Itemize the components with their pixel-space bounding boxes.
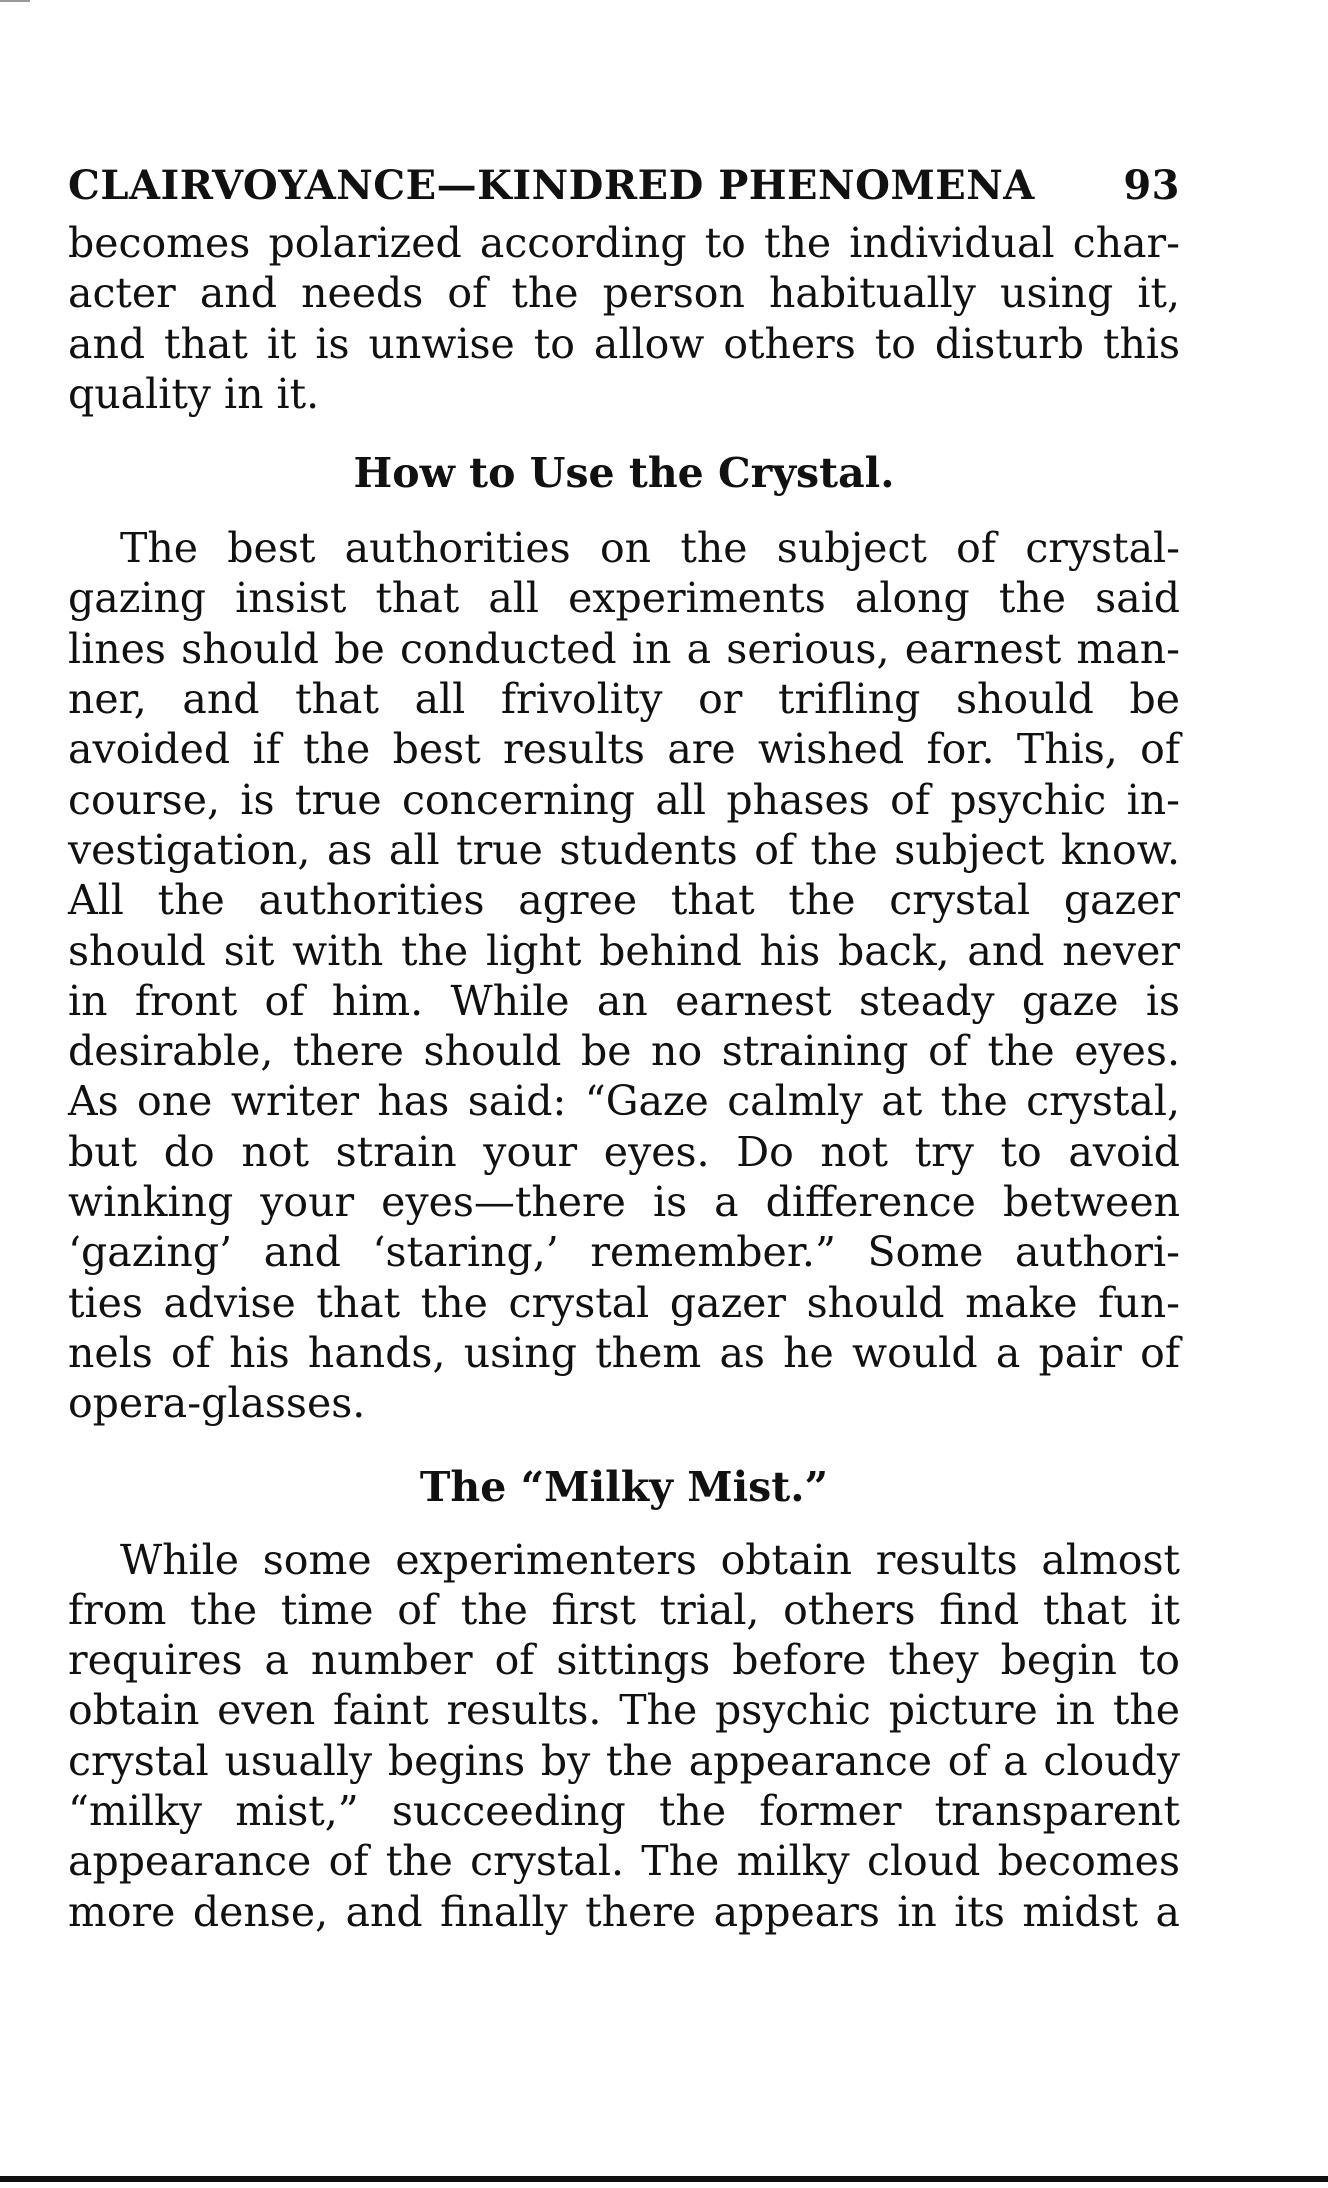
text-line: lines should be conducted in a serious, earnest man- — [68, 624, 1180, 673]
running-head — [68, 158, 1180, 214]
section-heading-crystal: How to Use the Crystal. — [353, 449, 895, 498]
text-line: “milky mist,” succeeding the former transparent — [68, 1787, 1180, 1836]
text-line: crystal usually begins by the appearance of a cloudy — [68, 1736, 1180, 1785]
text-line: appearance of the crystal. The milky cloud becomes — [68, 1837, 1180, 1886]
intro-paragraph — [68, 218, 1180, 419]
text-line: ties advise that the crystal gazer should make fun- — [68, 1278, 1180, 1327]
text-line: and that it is unwise to allow others to disturb this — [68, 319, 1180, 368]
text-line: obtain even faint results. The psychic picture in the — [68, 1686, 1180, 1735]
text-line: desirable, there should be no straining of the eyes. — [68, 1027, 1180, 1076]
text-line: more dense, and finally there appears in its midst a — [68, 1887, 1180, 1936]
text-line: from the time of the first trial, others find that it — [68, 1585, 1180, 1634]
paragraph-crystal — [68, 523, 1180, 1428]
text-line: winking your eyes—there is a difference between — [68, 1178, 1180, 1227]
text-line: ner, and that all frivolity or trifling should be — [68, 675, 1180, 724]
text-line: acter and needs of the person habitually using it, — [68, 269, 1180, 318]
paragraph-milky-mist — [68, 1535, 1180, 1937]
scan-edge-mark — [0, 0, 30, 2]
text-line: should sit with the light behind his back, and never — [68, 926, 1180, 975]
text-line: While some experimenters obtain results almost — [120, 1535, 1180, 1584]
section-heading-milky-mist: The “Milky Mist.” — [419, 1462, 829, 1511]
text-line: becomes polarized according to the individual char- — [68, 219, 1180, 267]
bottom-rule — [0, 2176, 1328, 2182]
page-number: 93 — [1123, 162, 1180, 209]
text-line: As one writer has said: “Gaze calmly at the crystal, — [68, 1077, 1180, 1126]
text-line: The best authorities on the subject of crystal- — [120, 524, 1180, 573]
text-line: ‘gazing’ and ‘staring,’ remember.” Some authori- — [68, 1228, 1180, 1277]
book-page — [68, 158, 1180, 1937]
text-line: All the authorities agree that the crystal gazer — [68, 876, 1180, 925]
text-line: in front of him. While an earnest steady gaze is — [68, 976, 1180, 1025]
text-line: but do not strain your eyes. Do not try to avoid — [68, 1127, 1180, 1176]
text-line: requires a number of sittings before they begin to — [68, 1636, 1180, 1685]
running-head-title: CLAIRVOYANCE—KINDRED PHENOMENA — [68, 162, 1035, 209]
text-line: opera-glasses. — [68, 1379, 366, 1428]
text-line: gazing insist that all experiments along the said — [68, 574, 1180, 623]
text-line: quality in it. — [68, 369, 320, 418]
text-line: nels of his hands, using them as he would a pair of — [68, 1328, 1180, 1377]
text-line: course, is true concerning all phases of psychic in- — [68, 775, 1180, 824]
text-line: avoided if the best results are wished for. This, of — [68, 725, 1180, 774]
text-line: vestigation, as all true students of the subject know. — [68, 825, 1180, 874]
